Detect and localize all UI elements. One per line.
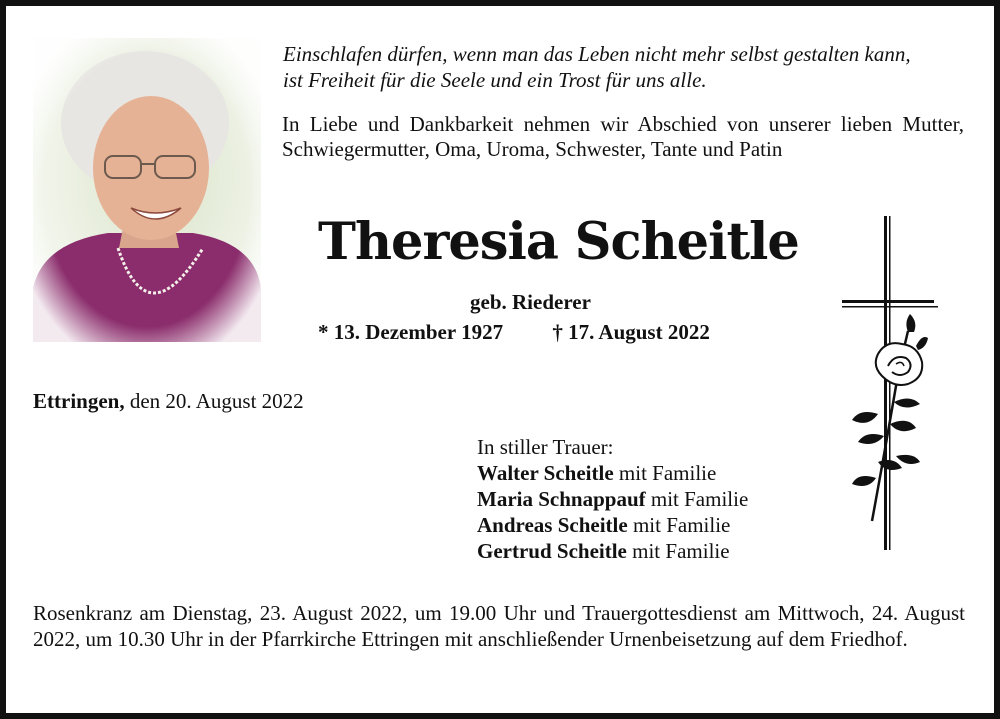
mourners-heading: In stiller Trauer: [477, 435, 614, 459]
mourner-row [477, 512, 748, 538]
mourner-suffix: mit Familie [632, 539, 730, 563]
quote-line-2: ist Freiheit für die Seele und ein Trost für uns alle. [283, 68, 707, 92]
deceased-name: Theresia Scheitle [318, 212, 799, 272]
mourner-row [477, 538, 748, 564]
mourner-name: Maria Schnappauf [477, 487, 646, 511]
mourner-name: Andreas Scheitle [477, 513, 628, 537]
place: Ettringen, [33, 389, 125, 413]
mourner-name: Walter Scheitle [477, 461, 614, 485]
birth-name: geb. Riederer [470, 290, 591, 314]
service-details: Rosenkranz am Dienstag, 23. August 2022, um 19.00 Uhr und Trauergottesdienst am Mittwoch, 24. August 2022, um 10.30 Uhr in der Pfarrkirche Ettringen mit anschließender Urnenbeisetzung auf dem Friedhof. [33, 601, 965, 651]
mourner-suffix: mit Familie [632, 513, 731, 537]
place-date [33, 389, 304, 414]
date: den 20. August 2022 [129, 389, 304, 413]
mourner-suffix: mit Familie [618, 461, 717, 485]
intro-text: In Liebe und Dankbarkeit nehmen wir Abschied von unserer lieben Mutter, Schwiegermutter, Oma, Uroma, Schwester, Tante und Patin [282, 112, 964, 161]
mourner-suffix: mit Familie [650, 487, 749, 511]
quote [283, 41, 968, 93]
mourner-row [477, 460, 748, 486]
cross-with-rose-icon [838, 216, 942, 556]
death-date: † 17. August 2022 [552, 320, 710, 344]
quote-line-1: Einschlafen dürfen, wenn man das Leben nicht mehr selbst gestalten kann, [283, 42, 911, 66]
mourner-name: Gertrud Scheitle [477, 539, 627, 563]
birth-date: * 13. Dezember 1927 [318, 320, 504, 344]
mourners [477, 434, 748, 564]
portrait-photo [33, 38, 261, 342]
life-dates [318, 320, 710, 345]
mourner-row [477, 486, 748, 512]
